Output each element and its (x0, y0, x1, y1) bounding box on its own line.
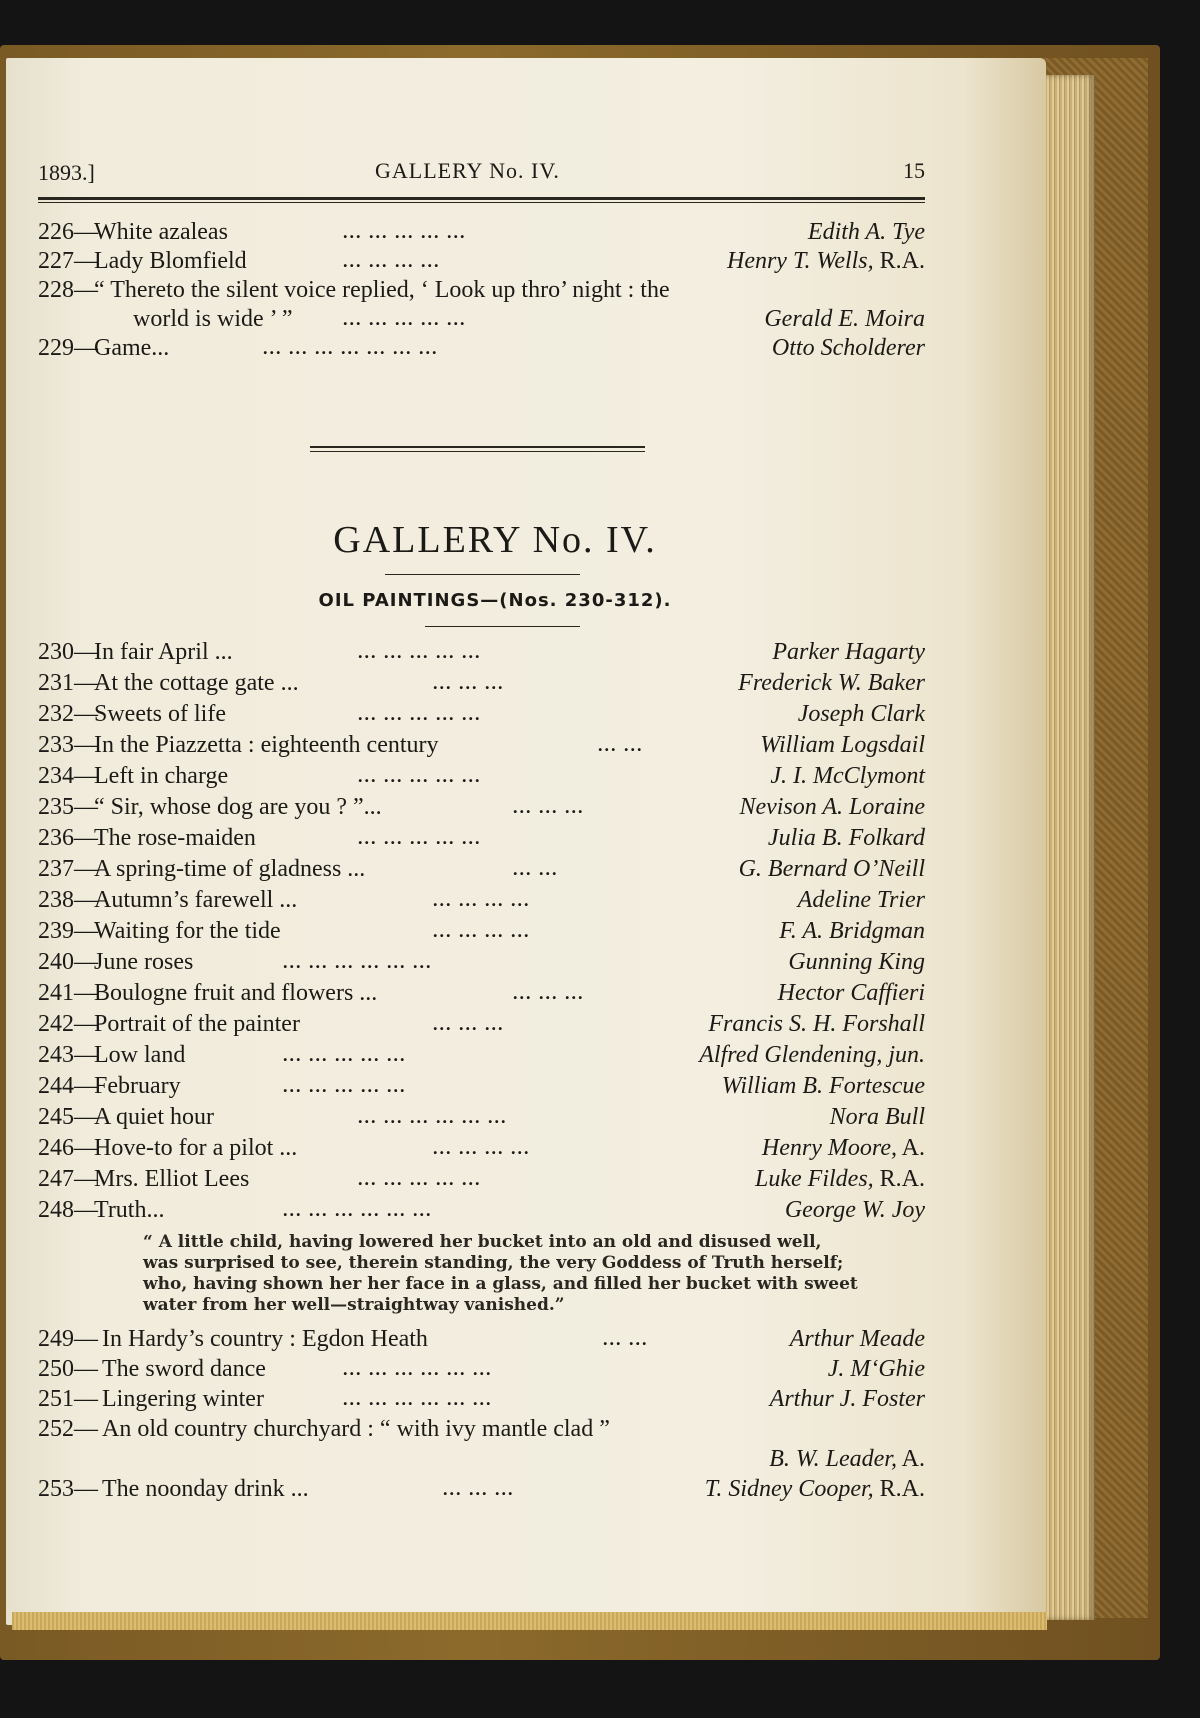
leader-dots: ... ... ... ... ... ... ... (263, 338, 439, 358)
artist-name (768, 824, 925, 852)
catalogue-entry (38, 1041, 925, 1069)
leader-dots: ... ... ... (433, 1014, 505, 1034)
entry-title: Left in charge (94, 763, 229, 789)
artist-name-text: Arthur Meade (789, 1326, 925, 1352)
leader-dots: ... ... ... ... (343, 251, 441, 271)
artist-name-text: Adeline Trier (797, 887, 925, 913)
entry-number: 244— (38, 1073, 98, 1099)
artist-name-text: T. Sidney Cooper, (704, 1476, 874, 1502)
entry-number: 242— (38, 1011, 98, 1037)
entry-title: In Hardy’s country : Egdon Heath (102, 1326, 428, 1352)
leader-dots: ... ... ... ... ... (283, 1076, 407, 1096)
leader-dots: ... ... ... ... ... ... (343, 1359, 493, 1379)
catalogue-entry (38, 305, 925, 333)
entry-number: 241— (38, 980, 98, 1006)
artist-name (699, 1041, 925, 1069)
catalogue-entry (38, 979, 925, 1007)
leader-dots: ... ... ... ... ... ... (343, 1389, 493, 1409)
entry-title: The sword dance (102, 1356, 266, 1382)
entry-number: 230— (38, 639, 98, 665)
entry-title: An old country churchyard : “ with ivy mantle clad ” (102, 1416, 610, 1442)
artist-name-text: George W. Joy (784, 1197, 925, 1223)
artist-name-text: Parker Hagarty (772, 639, 925, 665)
leader-dots: ... ... ... ... (433, 1138, 531, 1158)
catalogue-entry (38, 1134, 925, 1162)
entry-title: Waiting for the tide (94, 918, 281, 944)
entry-number: 228— (38, 277, 98, 303)
catalogue-entry (38, 793, 925, 821)
artist-name (739, 793, 925, 821)
entry-title: world is wide ’ ” (133, 306, 293, 332)
artist-name-text: Nevison A. Loraine (739, 794, 925, 820)
catalogue-entry (38, 247, 925, 275)
entry-title: At the cottage gate ... (94, 670, 299, 696)
leader-dots: ... ... ... ... ... ... (283, 952, 433, 972)
leader-dots: ... ... ... (433, 673, 505, 693)
artist-name (755, 1165, 925, 1193)
leader-dots: ... ... ... (513, 797, 585, 817)
artist-name (708, 1010, 925, 1038)
leader-dots: ... ... ... ... ... ... (358, 1107, 508, 1127)
catalogue-entry (38, 1385, 925, 1413)
leader-dots: ... ... ... ... ... (343, 222, 467, 242)
entry-title: White azaleas (94, 219, 228, 245)
catalogue-entry (38, 917, 925, 945)
artist-name (769, 1445, 925, 1473)
catalogue-entry (38, 276, 925, 304)
artist-name (739, 855, 925, 883)
entry-title: “ Thereto the silent voice replied, ‘ Look up thro’ night : the (94, 277, 670, 303)
artist-name-text: William Logsdail (760, 732, 925, 758)
catalogue-entry (38, 700, 925, 728)
catalogue-entry (38, 1165, 925, 1193)
catalogue-entry (38, 669, 925, 697)
running-head-title: GALLERY No. IV. (375, 158, 560, 183)
artist-name (778, 979, 925, 1007)
catalogue-entry (38, 1196, 925, 1224)
artist-name-text: Henry T. Wells, (726, 248, 874, 274)
entry-title: Mrs. Elliot Lees (94, 1166, 250, 1192)
catalogue-entry (38, 1445, 925, 1473)
artist-name-text: Hector Caffieri (777, 980, 925, 1006)
artist-honour: A. (896, 1446, 925, 1472)
artist-name (738, 669, 925, 697)
artist-name-text: Luke Fildes, (755, 1166, 874, 1192)
artist-name (770, 1385, 925, 1413)
entry-number: 232— (38, 701, 98, 727)
leader-dots: ... ... ... ... ... (358, 642, 482, 662)
entry-number: 253— (38, 1476, 98, 1502)
entry-title: June roses (94, 949, 194, 975)
entry-number: 243— (38, 1042, 98, 1068)
page-number: 15 (903, 158, 925, 183)
catalogue-entry (38, 1355, 925, 1383)
catalogue-entry (38, 638, 925, 666)
leader-dots: ... ... (603, 1329, 649, 1349)
artist-name-text: Nora Bull (829, 1104, 925, 1130)
artist-name-text: Francis S. H. Forshall (708, 1011, 925, 1037)
artist-name (772, 638, 925, 666)
artist-name (762, 1134, 925, 1162)
artist-name-text: Frederick W. Baker (738, 670, 925, 696)
entry-number: 226— (38, 219, 98, 245)
leader-dots: ... ... ... ... ... (283, 1045, 407, 1065)
entry-title: Truth... (94, 1197, 165, 1223)
entry-title: Portrait of the painter (94, 1011, 300, 1037)
entry-title: The rose-maiden (94, 825, 256, 851)
artist-name (764, 305, 925, 333)
entry-number: 229— (38, 335, 98, 361)
leader-dots: ... ... ... ... (433, 890, 531, 910)
entry-number: 246— (38, 1135, 98, 1161)
running-head-year: 1893.] (38, 160, 95, 185)
artist-name (722, 1072, 925, 1100)
leader-dots: ... ... ... ... ... (358, 828, 482, 848)
entry-number: 249— (38, 1326, 98, 1352)
catalogue-entry (38, 824, 925, 852)
catalogue-entry (38, 1325, 925, 1353)
catalogue-entry (38, 1072, 925, 1100)
subheading-rule (425, 626, 580, 627)
artist-name (798, 700, 925, 728)
running-head (38, 160, 925, 190)
artist-name (828, 1355, 925, 1383)
artist-honour: A. (896, 1135, 925, 1161)
section-divider-thin (310, 451, 645, 452)
entry-title: Boulogne fruit and flowers ... (94, 980, 378, 1006)
catalogue-entry (38, 1475, 925, 1503)
artist-name (830, 1103, 925, 1131)
quote-line: who, having shown her her face in a glass, and filled her bucket with sweet (143, 1274, 858, 1294)
entry-number: 236— (38, 825, 98, 851)
entry-number: 251— (38, 1386, 98, 1412)
entry-number: 227— (38, 248, 98, 274)
catalogue-entry (38, 948, 925, 976)
entry-number: 238— (38, 887, 98, 913)
artist-name (798, 886, 925, 914)
artist-name-text: Arthur J. Foster (769, 1386, 925, 1412)
entry-title: February (94, 1073, 181, 1099)
artist-name-text: Edith A. Tye (807, 219, 925, 245)
entry-number: 252— (38, 1416, 98, 1442)
section-divider (310, 446, 645, 448)
leader-dots: ... ... ... ... ... (343, 309, 467, 329)
section-subheading: OIL PAINTINGS—(Nos. 230-312). (318, 590, 672, 611)
artist-name-text: F. A. Bridgman (779, 918, 925, 944)
leader-dots: ... ... ... ... ... (358, 704, 482, 724)
artist-name (705, 1475, 925, 1503)
entry-number: 235— (38, 794, 98, 820)
entry-title: A spring-time of gladness ... (94, 856, 366, 882)
leader-dots: ... ... ... ... ... ... (283, 1200, 433, 1220)
header-rule (38, 197, 925, 200)
artist-name-text: J. M‘Ghie (827, 1356, 925, 1382)
entry-number: 234— (38, 763, 98, 789)
entry-number: 237— (38, 856, 98, 882)
entry-title: Sweets of life (94, 701, 226, 727)
quotation (143, 1232, 863, 1316)
catalogue-entry (38, 855, 925, 883)
catalogue-entry (38, 1010, 925, 1038)
leader-dots: ... ... ... ... ... (358, 766, 482, 786)
artist-name-text: Joseph Clark (797, 701, 925, 727)
artist-name-text: G. Bernard O’Neill (738, 856, 925, 882)
leader-dots: ... ... ... ... ... (358, 1169, 482, 1189)
artist-name (772, 334, 925, 362)
artist-name-text: Alfred Glendening, jun. (699, 1042, 925, 1068)
gallery-title: GALLERY No. IV. (333, 519, 657, 561)
entry-number: 247— (38, 1166, 98, 1192)
gallery-title-rule (385, 574, 580, 575)
entry-title: The noonday drink ... (102, 1476, 309, 1502)
entry-title: Lingering winter (102, 1386, 264, 1412)
catalogue-entry (38, 334, 925, 362)
entry-title: In fair April ... (94, 639, 233, 665)
artist-honour: R.A. (873, 1166, 925, 1192)
artist-name-text: B. W. Leader, (769, 1446, 897, 1472)
catalogue-entry (38, 886, 925, 914)
catalogue-entry (38, 1415, 925, 1443)
quote-line: was surprised to see, therein standing, the very Goddess of Truth herself; (143, 1253, 844, 1273)
catalogue-entry (38, 1103, 925, 1131)
artist-name (760, 731, 925, 759)
leader-dots: ... ... ... (513, 983, 585, 1003)
artist-name-text: Henry Moore, (761, 1135, 897, 1161)
artist-name (770, 762, 925, 790)
entry-number: 248— (38, 1197, 98, 1223)
quote-line: “ A little child, having lowered her bucket into an old and disused well, (143, 1232, 822, 1252)
catalogue-entry (38, 218, 925, 246)
entry-title: Low land (94, 1042, 186, 1068)
entry-number: 233— (38, 732, 98, 758)
artist-name-text: Julia B. Folkard (767, 825, 925, 851)
artist-name (779, 917, 925, 945)
artist-name-text: William B. Fortescue (721, 1073, 925, 1099)
entry-title: In the Piazzetta : eighteenth century (94, 732, 439, 758)
artist-honour: R.A. (873, 248, 925, 274)
artist-honour: R.A. (873, 1476, 925, 1502)
entry-title: “ Sir, whose dog are you ? ”... (94, 794, 382, 820)
entry-title: Game... (94, 335, 170, 361)
entry-title: Autumn’s farewell ... (94, 887, 298, 913)
entry-number: 250— (38, 1356, 98, 1382)
entry-title: Lady Blomfield (94, 248, 247, 274)
leader-dots: ... ... (598, 735, 644, 755)
entry-number: 245— (38, 1104, 98, 1130)
artist-name-text: J. I. McClymont (770, 763, 925, 789)
artist-name (788, 948, 925, 976)
artist-name-text: Otto Scholderer (771, 335, 925, 361)
entry-number: 239— (38, 918, 98, 944)
leader-dots: ... ... ... ... (433, 921, 531, 941)
artist-name (790, 1325, 925, 1353)
entry-number: 240— (38, 949, 98, 975)
quote-line: water from her well—straightway vanished.” (143, 1295, 565, 1315)
leader-dots: ... ... (513, 859, 559, 879)
artist-name-text: Gunning King (788, 949, 925, 975)
artist-name (785, 1196, 925, 1224)
artist-name (727, 247, 925, 275)
leader-dots: ... ... ... (443, 1479, 515, 1499)
entry-number: 231— (38, 670, 98, 696)
catalogue-entry (38, 762, 925, 790)
artist-name (808, 218, 925, 246)
artist-name-text: Gerald E. Moira (764, 306, 925, 332)
entry-title: A quiet hour (94, 1104, 214, 1130)
catalogue-entry (38, 731, 925, 759)
entry-title: Hove-to for a pilot ... (94, 1135, 298, 1161)
header-rule-thin (38, 202, 925, 203)
